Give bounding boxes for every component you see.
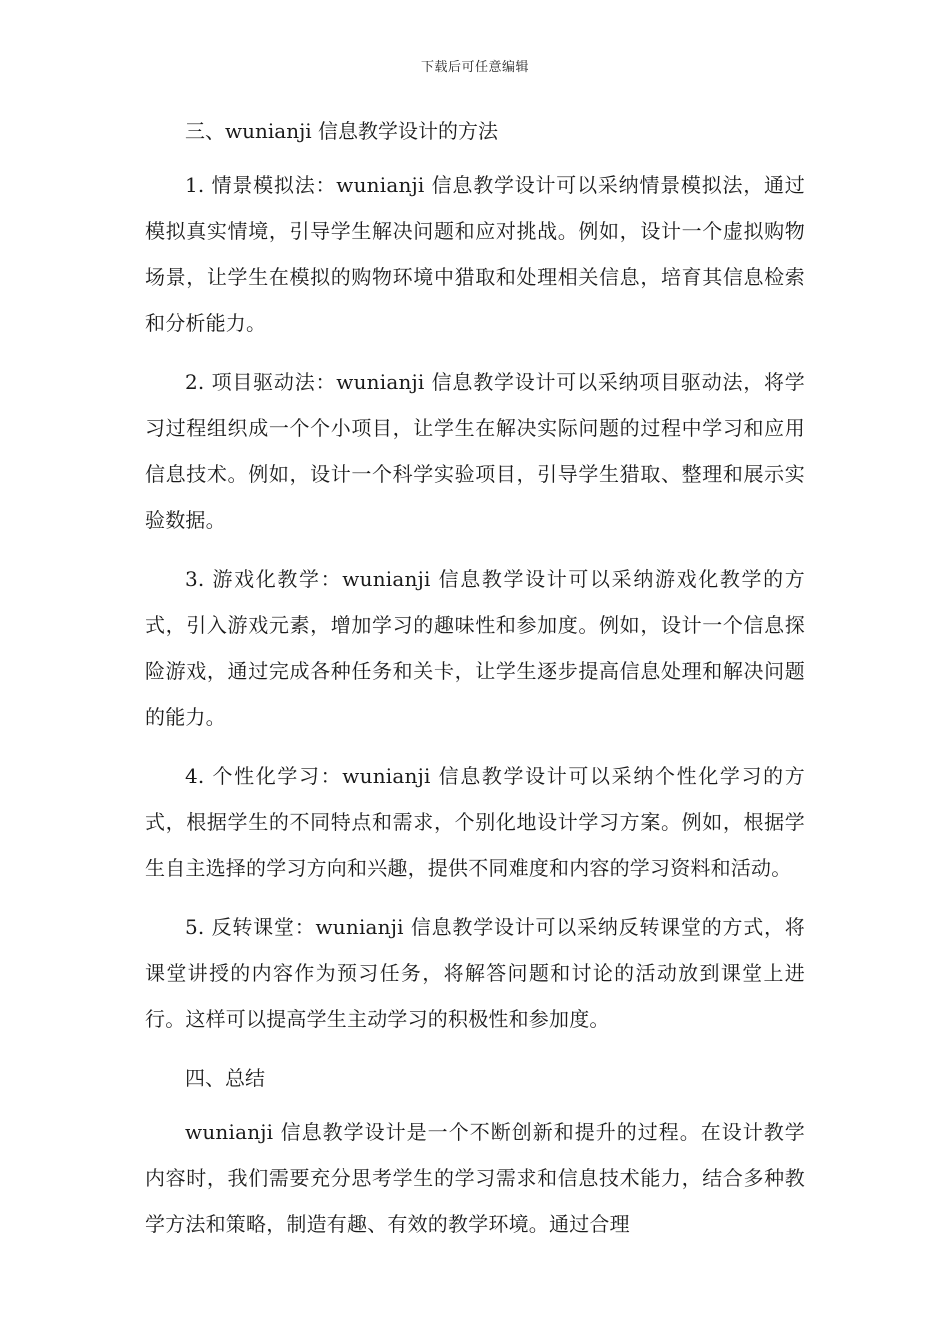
paragraph-method-5: 5. 反转课堂：wunianji 信息教学设计可以采纳反转课堂的方式，将课堂讲授的内容作为预习任务，将解答问题和讨论的活动放到课堂上进行。这样可以提高学生主动学习的积极性和参加度。	[145, 915, 805, 1031]
document-body	[145, 108, 805, 1260]
paragraph-method-2: 2. 项目驱动法：wunianji 信息教学设计可以采纳项目驱动法，将学习过程组织成一个个小项目，让学生在解决实际问题的过程中学习和应用信息技术。例如，设计一个科学实验项目，引导学生猎取、整理和展示实验数据。	[145, 370, 805, 532]
paragraph-method-4: 4. 个性化学习：wunianji 信息教学设计可以采纳个性化学习的方式，根据学生的不同特点和需求，个别化地设计学习方案。例如，根据学生自主选择的学习方向和兴趣，提供不同难度和内容的学习资料和活动。	[145, 764, 805, 880]
paragraph-method-1: 1. 情景模拟法：wunianji 信息教学设计可以采纳情景模拟法，通过模拟真实情境，引导学生解决问题和应对挑战。例如，设计一个虚拟购物场景，让学生在模拟的购物环境中猎取和处理相关信息，培育其信息检索和分析能力。	[145, 173, 805, 335]
paragraph-method-3: 3. 游戏化教学：wunianji 信息教学设计可以采纳游戏化教学的方式，引入游戏元素，增加学习的趣味性和参加度。例如，设计一个信息探险游戏，通过完成各种任务和关卡，让学生逐步提高信息处理和解决问题的能力。	[145, 567, 805, 729]
section-heading-summary: 四、总结	[185, 1066, 265, 1090]
page-header-note: 下载后可任意编辑	[420, 60, 529, 75]
paragraph-summary: wunianji 信息教学设计是一个不断创新和提升的过程。在设计教学内容时，我们需要充分思考学生的学习需求和信息技术能力，结合多种教学方法和策略，制造有趣、有效的教学环境。通过合理	[145, 1120, 805, 1236]
section-heading-methods: 三、wunianji 信息教学设计的方法	[185, 119, 499, 143]
